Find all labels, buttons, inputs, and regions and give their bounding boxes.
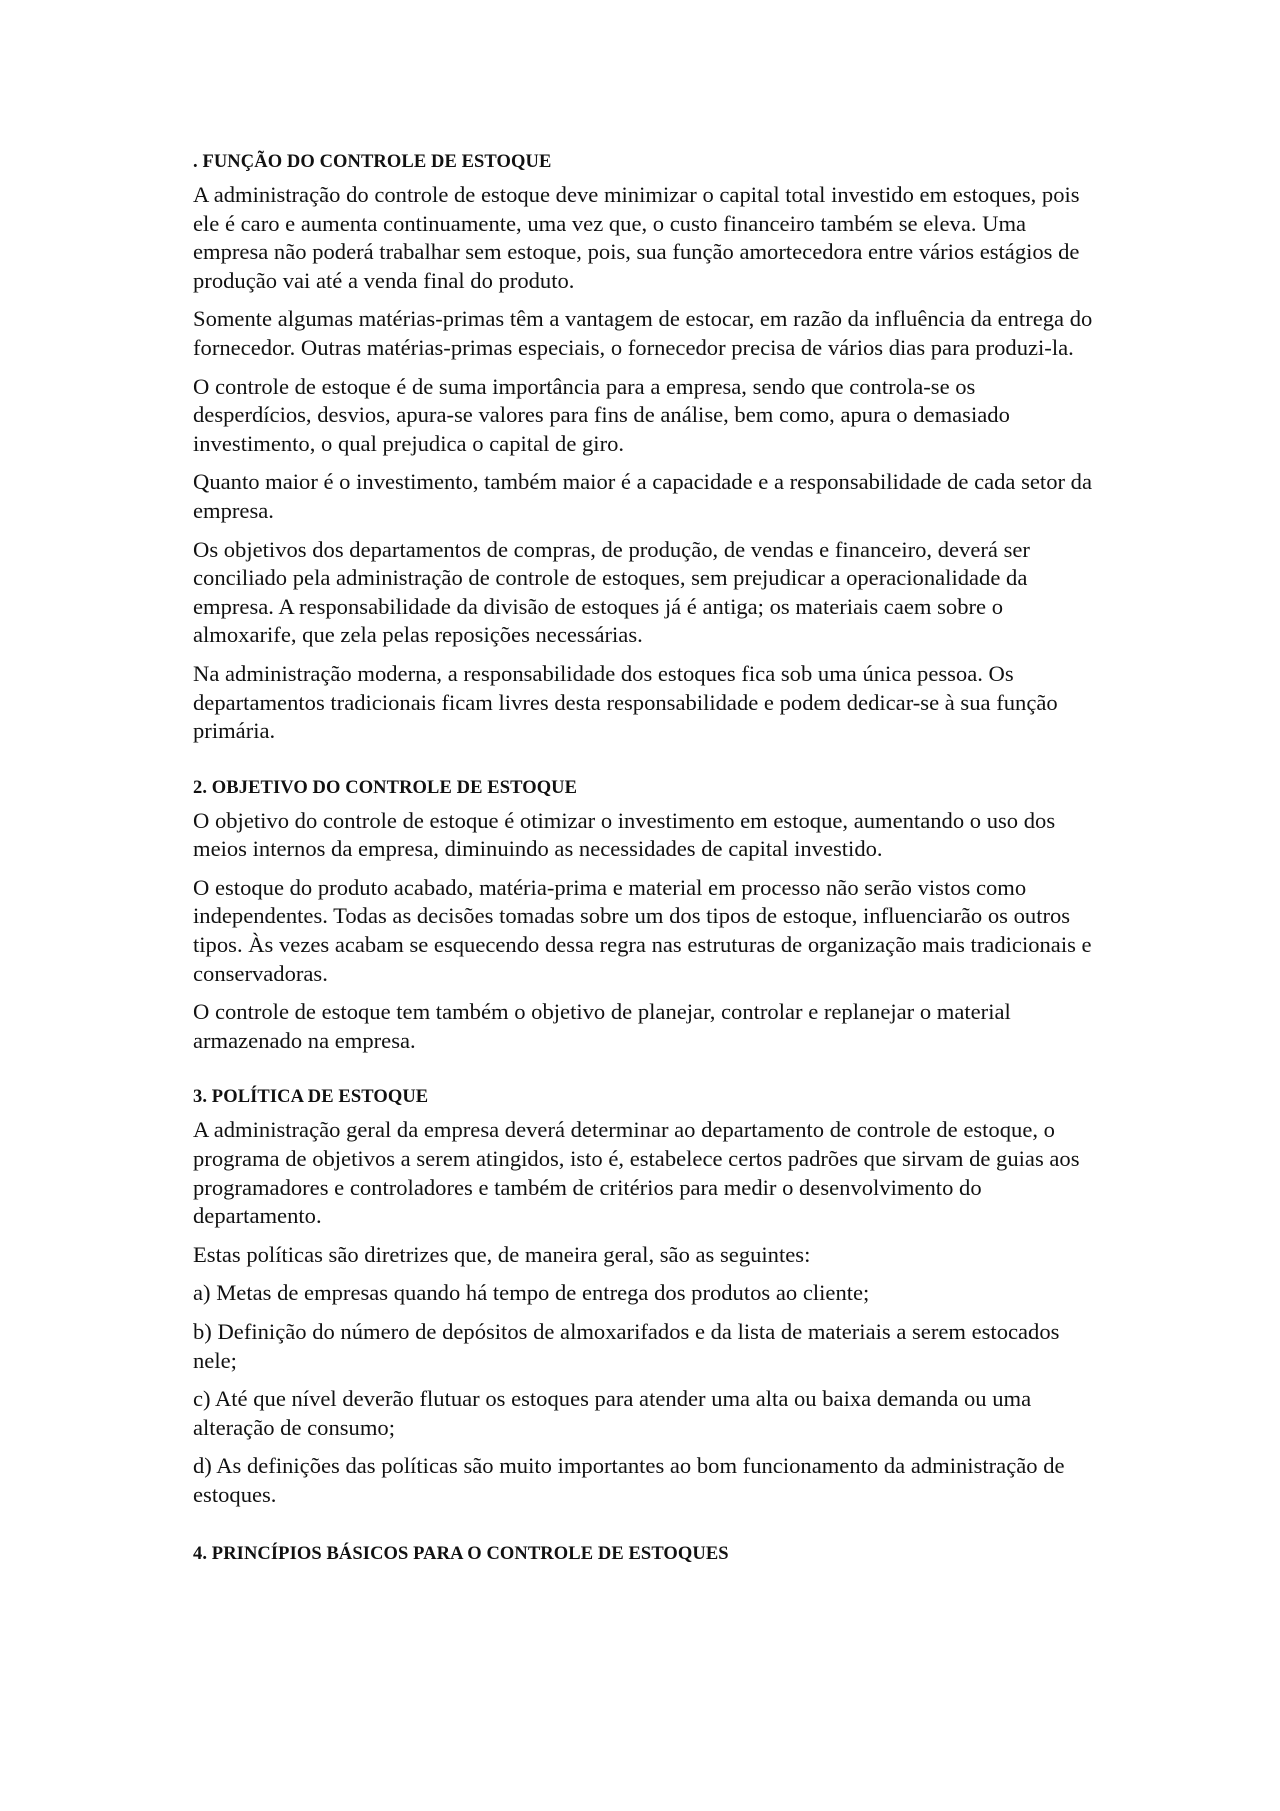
paragraph: Na administração moderna, a responsabilidade dos estoques fica sob uma única pessoa. Os departamentos tradicionais ficam livres desta responsabilidade e podem dedicar-se à sua função primária.: [193, 660, 1058, 744]
paragraph: O estoque do produto acabado, matéria-prima e material em processo não serão vistos como independentes. Todas as decisões tomadas sobre um dos tipos de estoque, influenciarão os outros tipos. Às vezes acabam se esquecendo dessa regra nas estruturas de organização mais tradicionais e conservadoras.: [193, 874, 1092, 986]
list-item: b) Definição do número de depósitos de almoxarifados e da lista de materiais a serem estocados nele;: [193, 1319, 1060, 1373]
paragraph: Estas políticas são diretrizes que, de maneira geral, são as seguintes:: [193, 1241, 811, 1267]
paragraph: Somente algumas matérias-primas têm a vantagem de estocar, em razão da influência da entrega do fornecedor. Outras matérias-primas especiais, o fornecedor precisa de vários dias para produzi-la.: [193, 306, 1093, 360]
section-funcao-controle-estoque: [193, 150, 1093, 746]
paragraph: Quanto maior é o investimento, também maior é a capacidade e a responsabilidade de cada setor da empresa.: [193, 469, 1092, 523]
paragraph: O controle de estoque tem também o objetivo de planejar, controlar e replanejar o material armazenado na empresa.: [193, 999, 1011, 1053]
list-item: d) As definições das políticas são muito importantes ao bom funcionamento da administração de estoques.: [193, 1453, 1065, 1507]
paragraph: A administração geral da empresa deverá determinar ao departamento de controle de estoque, o programa de objetivos a serem atingidos, isto é, estabelece certos padrões que sirvam de guias aos programadores e controladores e também de critérios para medir o desenvolvimento do departamento.: [193, 1117, 1080, 1229]
list-item: c) Até que nível deverão flutuar os estoques para atender uma alta ou baixa demanda ou uma alteração de consumo;: [193, 1386, 1032, 1440]
paragraph: O objetivo do controle de estoque é otimizar o investimento em estoque, aumentando o uso dos meios internos da empresa, diminuindo as necessidades de capital investido.: [193, 807, 1056, 862]
section-objetivo-controle-estoque: [193, 776, 1093, 1056]
document-page: [193, 150, 1093, 1573]
paragraph: Os objetivos dos departamentos de compras, de produção, de vendas e financeiro, deverá ser conciliado pela administração de controle de estoques, sem prejudicar a operacionalidade da empresa. A responsabilidade da divisão de estoques já é antiga; os materiais caem sobre o almoxarife, que zela pelas reposições necessárias.: [193, 536, 1030, 648]
section-heading: 2. OBJETIVO DO CONTROLE DE ESTOQUE: [193, 777, 578, 798]
section-politica-estoque: [193, 1085, 1093, 1509]
section-heading: . FUNÇÃO DO CONTROLE DE ESTOQUE: [193, 152, 552, 172]
paragraph: A administração do controle de estoque deve minimizar o capital total investido em estoques, pois ele é caro e aumenta continuamente, uma vez que, o custo financeiro também se eleva. Uma empresa não poderá trabalhar sem estoque, pois, sua função amortecedora entre vários estágios de produção vai até a venda final do produto.: [193, 182, 1080, 293]
section-principios-basicos: [193, 1542, 1093, 1566]
section-heading: 3. POLÍTICA DE ESTOQUE: [193, 1087, 429, 1108]
section-heading: 4. PRINCÍPIOS BÁSICOS PARA O CONTROLE DE ESTOQUES: [193, 1543, 729, 1564]
list-item: a) Metas de empresas quando há tempo de entrega dos produtos ao cliente;: [193, 1280, 870, 1306]
paragraph: O controle de estoque é de suma importância para a empresa, sendo que controla-se os desperdícios, desvios, apura-se valores para fins de análise, bem como, apura o demasiado investimento, o qual prejudica o capital de giro.: [193, 373, 1010, 456]
